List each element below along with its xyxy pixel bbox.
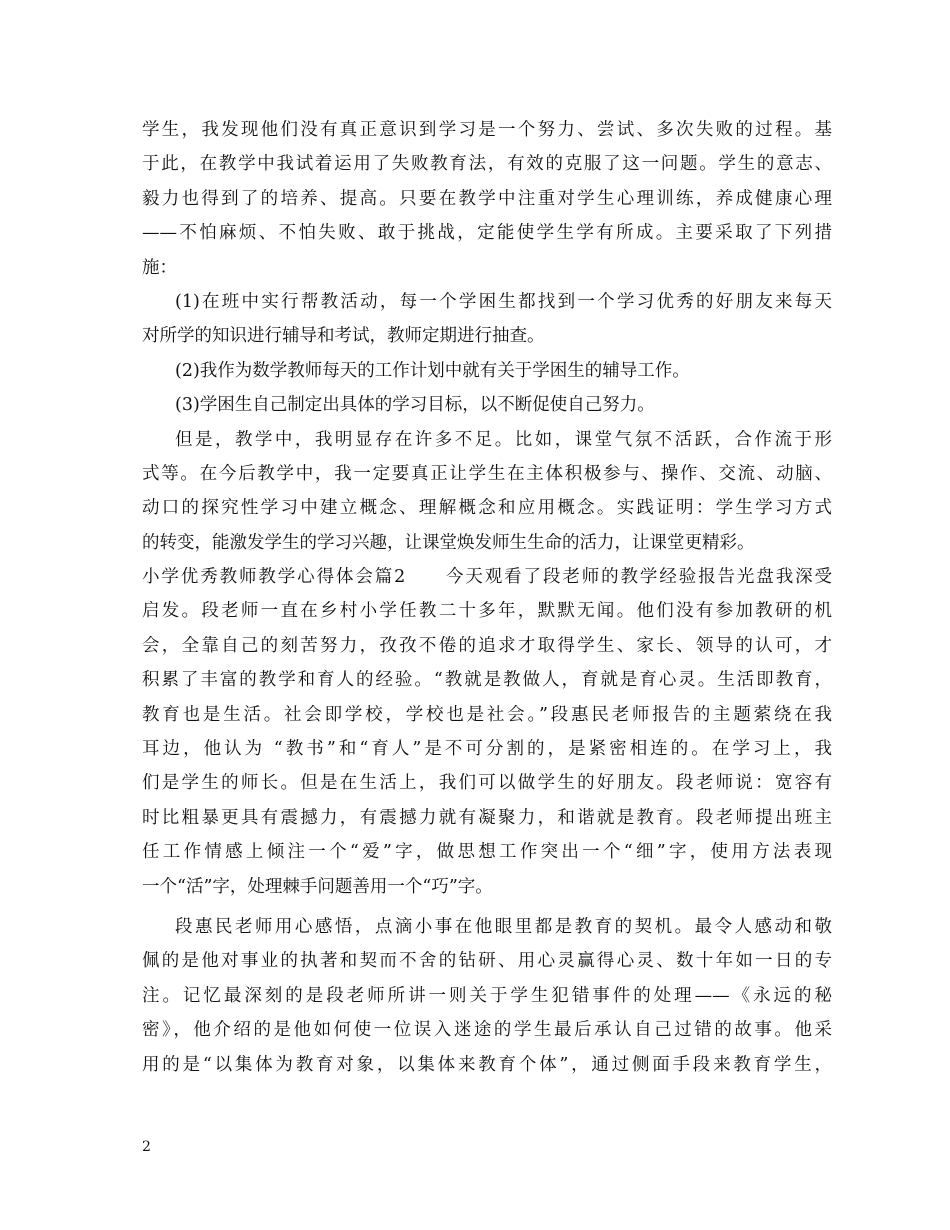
text-line: 施： bbox=[142, 257, 177, 278]
text-line: 动口的探究性学习中建立概念、理解概念和应用概念。实践证明：学生学习方式 bbox=[142, 498, 832, 519]
text-line: 但是，教学中，我明显存在许多不足。比如，课堂气氛不活跃，合作流于形 bbox=[175, 429, 832, 450]
text-line: 佩的是他对事业的执著和契而不舍的钻研、用心灵赢得心灵、数十年如一日的专 bbox=[142, 951, 832, 972]
text-line: 密》，他介绍的是他如何使一位误入迷途的学生最后承认自己过错的故事。他采 bbox=[142, 1020, 832, 1041]
text-line: 小学优秀教师教学心得体会篇2 今天观看了段老师的教学经验报告光盘我深受 bbox=[142, 567, 832, 588]
text-line: (3)学困生自己制定出具体的学习目标，以不断促使自己努力。 bbox=[175, 395, 655, 416]
text-line: 教育也是生活。社会即学校，学校也是社会。”段惠民老师报告的主题萦绕在我 bbox=[142, 704, 832, 725]
text-line: 用的是“以集体为教育对象，以集体来教育个体”，通过侧面手段来教育学生， bbox=[142, 1054, 832, 1075]
text-line: 会，全靠自己的刻苦努力，孜孜不倦的追求才取得学生、家长、领导的认可，才 bbox=[142, 635, 832, 656]
text-line: 积累了丰富的教学和育人的经验。“教就是教做人，育就是育心灵。生活即教育， bbox=[142, 670, 832, 691]
text-line: (2)我作为数学教师每天的工作计划中就有关于学困生的辅导工作。 bbox=[175, 360, 690, 381]
text-line: 时比粗暴更具有震撼力，有震撼力就有凝聚力，和谐就是教育。段老师提出班主 bbox=[142, 807, 832, 828]
text-line: 学生，我发现他们没有真正意识到学习是一个努力、尝试、多次失败的过程。基 bbox=[142, 120, 832, 140]
document-body bbox=[142, 113, 832, 1082]
text-line: 对所学的知识进行辅导和考试，教师定期进行抽查。 bbox=[142, 326, 545, 347]
text-line: 任工作情感上倾注一个“爱”字，做思想工作突出一个“细”字，使用方法表现 bbox=[142, 842, 832, 863]
text-line: 们是学生的师长。但是在生活上，我们可以做学生的好朋友。段老师说：宽容有 bbox=[142, 773, 832, 794]
page-number: 2 bbox=[142, 1139, 151, 1155]
text-line: (1)在班中实行帮教活动，每一个学困生都找到一个学习优秀的好朋友来每天 bbox=[175, 291, 832, 312]
text-line: 一个“活”字，处理棘手问题善用一个“巧”字。 bbox=[142, 876, 493, 897]
text-line: 耳边，他认为 “教书”和“育人”是不可分割的，是紧密相连的。在学习上，我 bbox=[142, 739, 832, 760]
text-line: 毅力也得到了的培养、提高。只要在教学中注重对学生心理训练，养成健康心理 bbox=[142, 188, 832, 209]
text-line: 段惠民老师用心感悟，点滴小事在他眼里都是教育的契机。最令人感动和敬 bbox=[175, 916, 832, 937]
text-line: 于此，在教学中我试着运用了失败教育法，有效的克服了这一问题。学生的意志、 bbox=[142, 154, 832, 175]
text-line: 的转变，能激发学生的学习兴趣，让课堂焕发师生生命的活力，让课堂更精彩。 bbox=[142, 532, 755, 553]
text-line: ——不怕麻烦、不怕失败、敢于挑战，定能使学生学有所成。主要采取了下列措 bbox=[142, 223, 832, 244]
text-line: 式等。在今后教学中，我一定要真正让学生在主体积极参与、操作、交流、动脑、 bbox=[142, 463, 832, 484]
text-line: 注。记忆最深刻的是段老师所讲一则关于学生犯错事件的处理——《永远的秘 bbox=[142, 985, 832, 1006]
text-line: 启发。段老师一直在乡村小学任教二十多年，默默无闻。他们没有参加教研的机 bbox=[142, 601, 832, 622]
